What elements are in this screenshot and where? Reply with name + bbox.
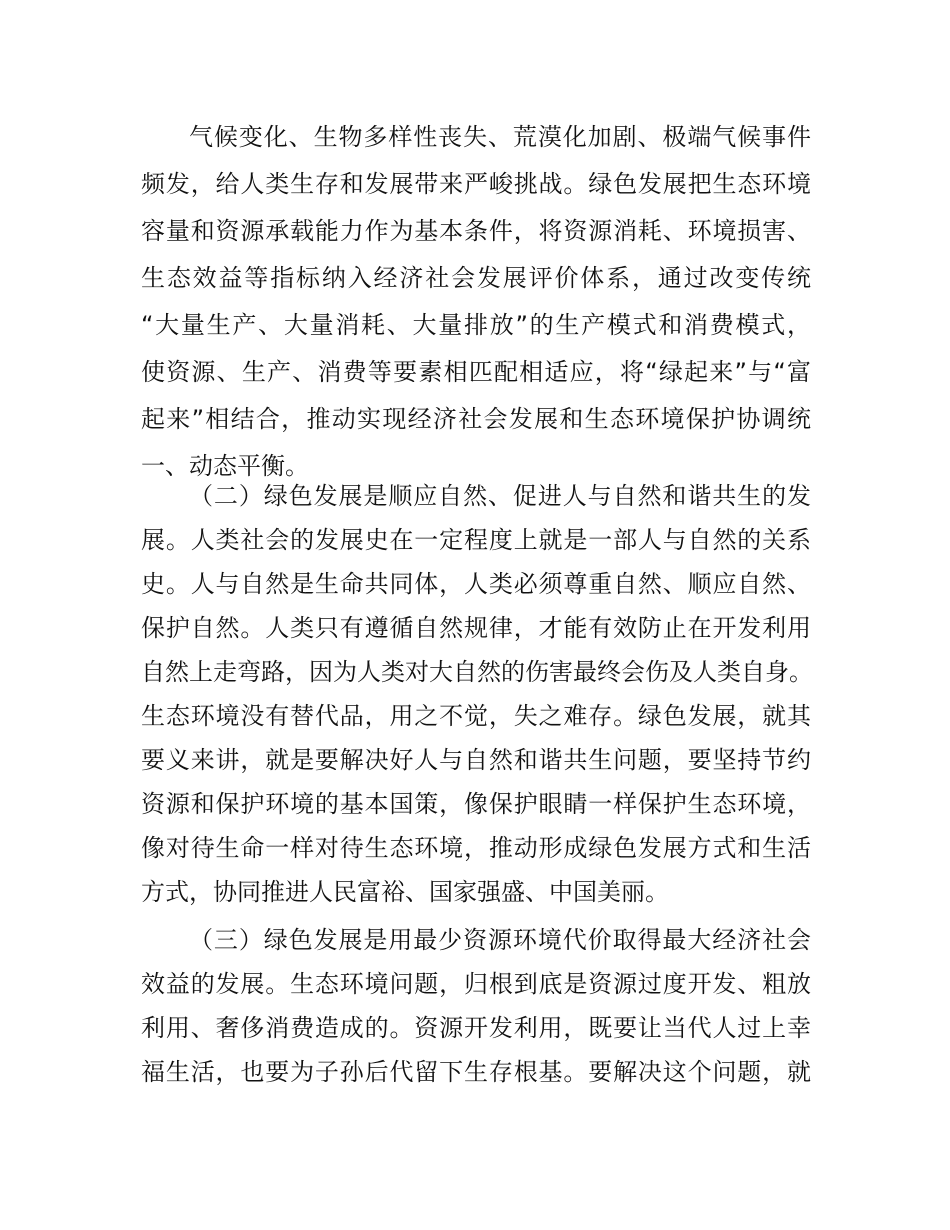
paragraph-line: 使资源、生产、消费等要素相匹配相适应，将“绿起来”与“富 (141, 358, 811, 386)
paragraph-line: 自然上走弯路，因为人类对大自然的伤害最终会伤及人类自身。 (141, 658, 813, 686)
paragraph-line: 气候变化、生物多样性丧失、荒漠化加剧、极端气候事件 (189, 123, 811, 151)
paragraph-line: 福生活，也要为子孙后代留下生存根基。要解决这个问题，就 (141, 1058, 811, 1086)
paragraph-line: 资源和保护环境的基本国策，像保护眼睛一样保护生态环境， (141, 790, 811, 818)
paragraph-line: 生态环境没有替代品，用之不觉，失之难存。绿色发展，就其 (141, 702, 811, 730)
paragraph-line: 一、动态平衡。 (141, 452, 309, 480)
paragraph-line: 像对待生命一样对待生态环境，推动形成绿色发展方式和生活 (141, 834, 811, 862)
paragraph-line: 效益的发展。生态环境问题，归根到底是资源过度开发、粗放 (141, 970, 811, 998)
paragraph-line: 生态效益等指标纳入经济社会发展评价体系，通过改变传统 (141, 264, 811, 292)
paragraph-line: 利用、奢侈消费造成的。资源开发利用，既要让当代人过上幸 (141, 1014, 811, 1042)
paragraph-line: 要义来讲，就是要解决好人与自然和谐共生问题，要坚持节约 (141, 746, 811, 774)
paragraph-line: 起来”相结合，推动实现经济社会发展和生态环境保护协调统 (141, 405, 811, 433)
paragraph-line: 史。人与自然是生命共同体，人类必须尊重自然、顺应自然、 (141, 570, 811, 598)
paragraph-line: 容量和资源承载能力作为基本条件，将资源消耗、环境损害、 (141, 217, 811, 245)
paragraph-line: “大量生产、大量消耗、大量排放”的生产模式和消费模式， (141, 311, 811, 339)
paragraph-line: 展。人类社会的发展史在一定程度上就是一部人与自然的关系 (141, 526, 811, 554)
paragraph-line: 保护自然。人类只有遵循自然规律，才能有效防止在开发利用 (141, 614, 811, 642)
paragraph-line: 频发，给人类生存和发展带来严峻挑战。绿色发展把生态环境 (141, 170, 811, 198)
paragraph-line: 方式，协同推进人民富裕、国家强盛、中国美丽。 (141, 878, 669, 906)
paragraph-line: （三）绿色发展是用最少资源环境代价取得最大经济社会 (189, 926, 811, 954)
paragraph-line: （二）绿色发展是顺应自然、促进人与自然和谐共生的发 (189, 482, 811, 510)
